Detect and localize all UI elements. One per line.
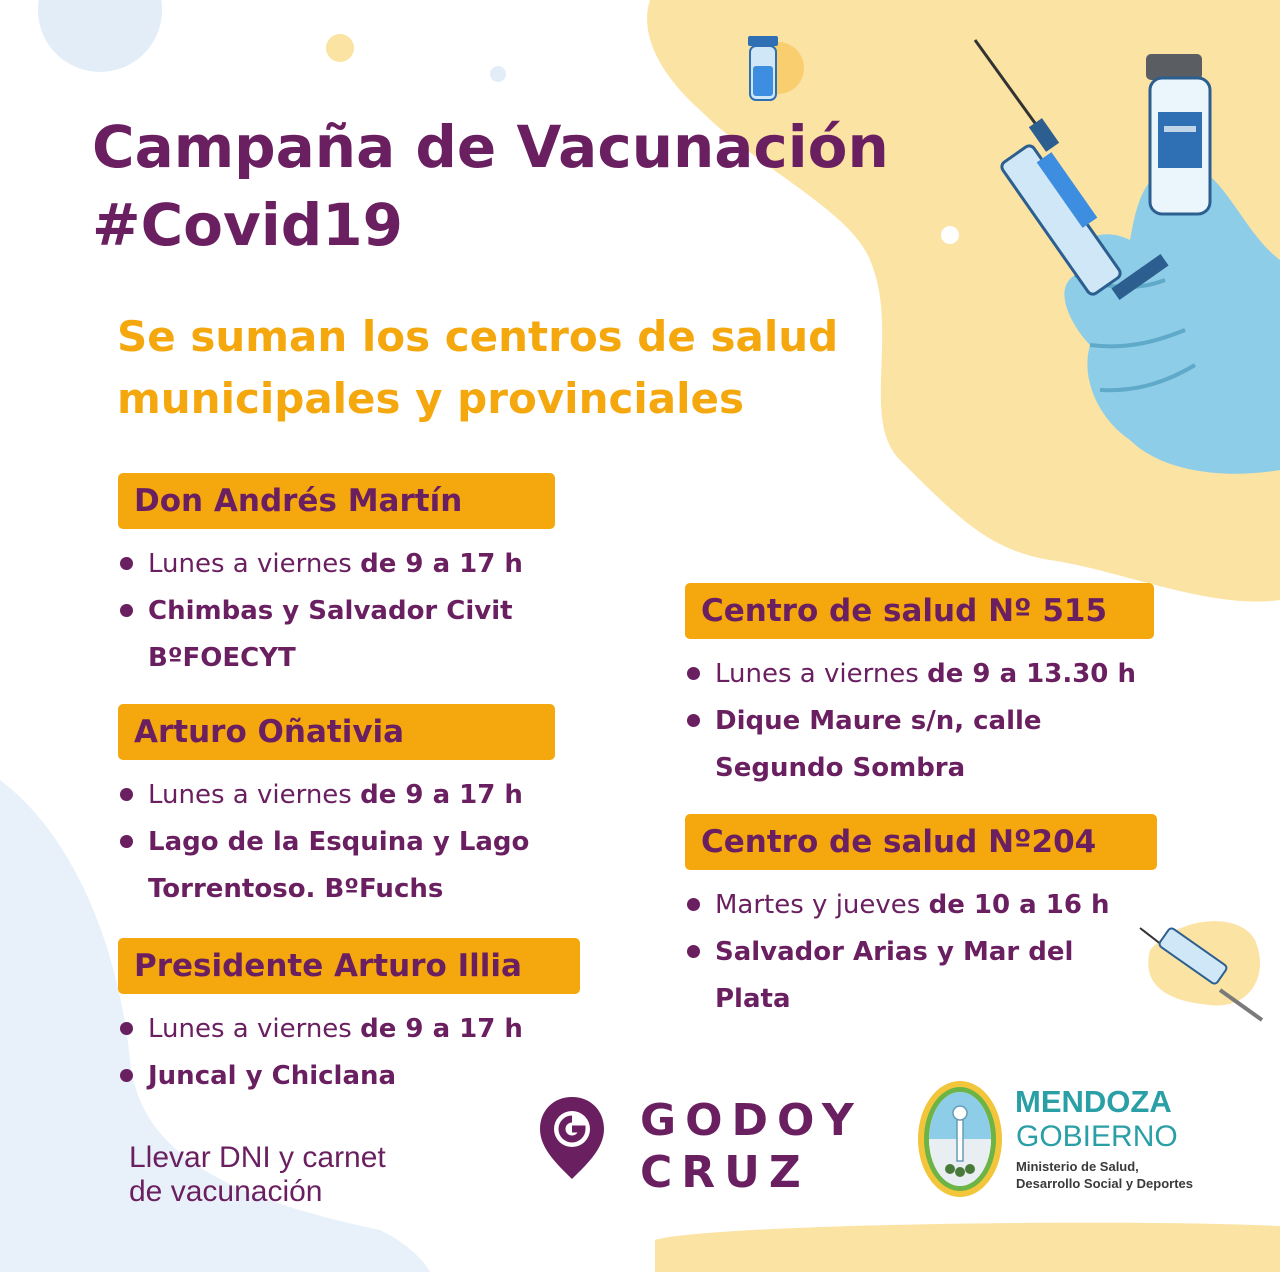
- address-line-1: Lago de la Esquina y Lago: [148, 827, 530, 857]
- municipality-line-2: CRUZ: [640, 1147, 810, 1198]
- subtitle: [117, 306, 838, 430]
- bg-dot-white: [941, 226, 959, 244]
- bg-circle-topleft: [38, 0, 162, 72]
- vial-in-hand-icon: [1146, 54, 1210, 214]
- address-line-1: Juncal y Chiclana: [148, 1061, 397, 1091]
- page-title: [92, 108, 889, 264]
- center-details: [685, 882, 1109, 1023]
- center-details: [118, 772, 529, 913]
- address-item: [685, 698, 1136, 792]
- government-subtitle: GOBIERNO: [1016, 1120, 1178, 1153]
- schedule-item: [685, 882, 1109, 929]
- schedule-hours: de 9 a 17 h: [360, 780, 523, 810]
- bg-dot-yellow: [326, 34, 354, 62]
- center-details: [685, 651, 1136, 792]
- schedule-hours: de 9 a 17 h: [360, 549, 523, 579]
- requirements-note: [129, 1141, 386, 1209]
- center-details: [118, 541, 523, 682]
- coat-of-arms-icon: [914, 1077, 1006, 1201]
- schedule-item: [118, 772, 529, 819]
- address-item: [118, 1053, 523, 1100]
- bg-band-bottom: [655, 1223, 1280, 1272]
- municipality-logo-text: [640, 1095, 863, 1199]
- address-item: [118, 819, 529, 913]
- ministry-line-2: Desarrollo Social y Deportes: [1016, 1176, 1194, 1191]
- schedule-days: Martes y jueves: [715, 890, 929, 920]
- ministry-line-1: Ministerio de Salud,: [1016, 1159, 1139, 1174]
- ministry-name: [1016, 1158, 1193, 1192]
- center-name-tag: Presidente Arturo Illia: [118, 938, 580, 994]
- municipality-line-1: GODOY: [640, 1095, 863, 1146]
- schedule-days: Lunes a viernes: [715, 659, 928, 689]
- note-line-2: de vacunación: [129, 1175, 323, 1208]
- address-line-2: BºFOECYT: [148, 643, 296, 673]
- center-name-tag: Centro de salud Nº 515: [685, 583, 1154, 639]
- address-item: [118, 588, 523, 682]
- address-line-2: Plata: [715, 984, 791, 1014]
- address-line-1: Chimbas y Salvador Civit: [148, 596, 513, 626]
- schedule-days: Lunes a viernes: [148, 549, 361, 579]
- center-name-tag: Centro de salud Nº204: [685, 814, 1157, 870]
- center-details: [118, 1006, 523, 1100]
- schedule-hours: de 10 a 16 h: [928, 890, 1110, 920]
- schedule-days: Lunes a viernes: [148, 780, 361, 810]
- schedule-hours: de 9 a 17 h: [360, 1014, 523, 1044]
- address-line-1: Dique Maure s/n, calle: [715, 706, 1042, 736]
- center-name-tag: Don Andrés Martín: [118, 473, 555, 529]
- center-name-tag: Arturo Oñativia: [118, 704, 555, 760]
- schedule-item: [685, 651, 1136, 698]
- address-line-1: Salvador Arias y Mar del: [715, 937, 1074, 967]
- address-line-2: Torrentoso. BºFuchs: [148, 874, 444, 904]
- location-pin-icon: [536, 1093, 608, 1185]
- government-title: MENDOZA: [1015, 1084, 1172, 1119]
- title-line-1: Campaña de Vacunación: [92, 113, 889, 181]
- subtitle-line-1: Se suman los centros de salud: [117, 312, 839, 361]
- schedule-item: [118, 541, 523, 588]
- bg-dot-blue: [490, 66, 506, 82]
- note-line-1: Llevar DNI y carnet: [129, 1141, 386, 1174]
- address-line-2: Segundo Sombra: [715, 753, 966, 783]
- title-line-2: #Covid19: [92, 191, 403, 259]
- address-item: [685, 929, 1109, 1023]
- schedule-item: [118, 1006, 523, 1053]
- subtitle-line-2: municipales y provinciales: [117, 374, 744, 423]
- schedule-hours: de 9 a 13.30 h: [927, 659, 1136, 689]
- schedule-days: Lunes a viernes: [148, 1014, 361, 1044]
